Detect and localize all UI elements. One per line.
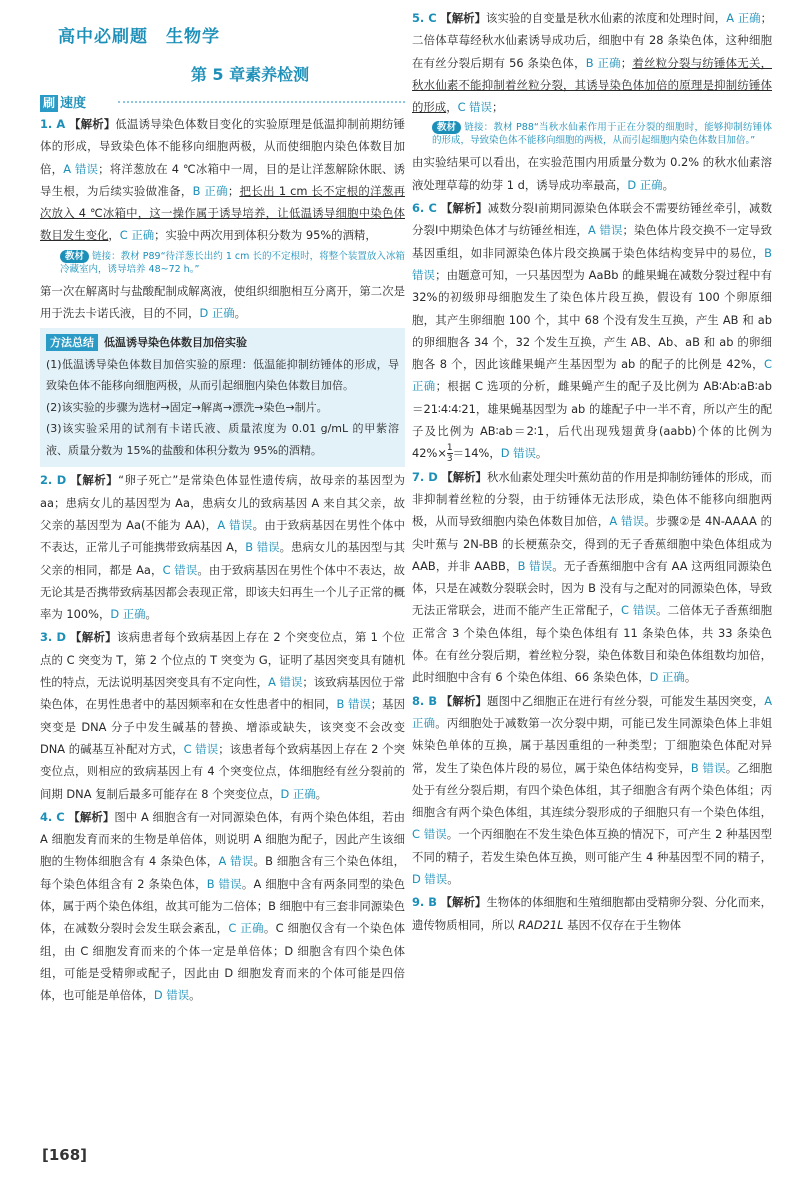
book-header: 高中必刷题 生物学	[58, 27, 220, 47]
method-point: (1)低温诱导染色体数目加倍实验的原理：低温能抑制纺锤体的形成，导致染色体不能移向细胞两极，从而引起细胞内染色体数目加倍。	[46, 357, 399, 393]
method-point: (2)该实验的步骤为选材→固定→解离→漂洗→染色→制片。	[46, 400, 328, 414]
page-number: [168]	[42, 1146, 88, 1164]
right-column	[412, 6, 772, 936]
answer-5: 5. C 【解析】该实验的自变量是秋水仙素的浓度和处理时间，A 正确；二倍体草莓经秋水仙素诱导成功后，细胞中有 28 条染色体，这种细胞在有丝分裂后期有 56 条染色体，B 正确；着丝粒分裂与纺锤体无关，秋水仙素不能抑制着丝粒分裂，其诱导染色体加倍的原理是抑制纺锤体的形成，C 错误；	[412, 11, 772, 115]
answer-2: 2. D 【解析】“卵子死亡”是常染色体显性遗传病，故母亲的基因型为 aa；患病女儿的基因型为 Aa，患病女儿的致病基因 A 来自其父亲，故父亲的基因型为 Aa(不能为 AA)，A 错误。由于致病基因在男性个体中不表达，正常儿子可能携带致病基因 A，B 错误。患病女儿的基因型与其父亲的相同，都是 Aa，C 错误。由于致病基因在男性个体中不表达，故无论其是否携带致病基因都会表现正常，即该夫妇再生一个儿子正常的概率为 100%，D 正确。	[40, 473, 405, 622]
answer-1: 1. A 【解析】低温诱导染色体数目变化的实验原理是低温抑制前期纺锤体的形成，导致染色体不能移向细胞两极，从而使细胞内染色体数目加倍，A 错误；将洋葱放在 4 ℃冰箱中一周，目的是让洋葱解除休眠、诱导生根，为后续实验做准备，B 正确；把长出 1 cm 长不定根的洋葱再次放入 4 ℃冰箱中，这一操作属于诱导培养，让低温诱导细胞中染色体数目发生变化，C 正确；实验中两次用到体积分数为 95%的酒精，	[40, 117, 406, 243]
section-speed-header	[40, 92, 405, 110]
answer-3: 3. D 【解析】该病患者每个致病基因上存在 2 个突变位点，第 1 个位点的 C 突变为 T，第 2 个位点的 T 突变为 G，证明了基因突变具有随机性的特点，无法说明基因突变具有不定向性，A 错误；该致病基因位于常染色体，在男性患者中的基因频率和在女性患者中的相同，B 错误；基因突变是 DNA 分子中发生碱基的替换、增添或缺失，该突变不会改变 DNA 的碱基互补配对方式，C 错误；该患者每个致病基因上存在 2 个突变位点，则相应的致病基因上有 4 个突变位点，体细胞经有丝分裂前的间期 DNA 复制后最多可能存在 8 个突变位点，D 正确。	[40, 630, 405, 801]
answer-5-cont: 由实验结果可以看出，在实验范围内用质量分数为 0.2% 的秋水仙素溶液处理草莓的幼芽 1 d，诱导成功率最高，D 正确。	[412, 155, 772, 192]
section-label: 速度	[60, 96, 87, 111]
answer-6: 6. C 【解析】减数分裂Ⅰ前期同源染色体联会不需要纺锤丝牵引，减数分裂Ⅰ中期染色体才与纺锤丝相连，A 错误；染色体片段交换不一定导致基因重组，如非同源染色体片段交换属于染色体结构变异中的易位，B 错误；由题意可知，一只基因型为 AaBb 的雌果蝇在减数分裂过程中有 32%的初级卵母细胞发生了染色体片段互换，假设有 100 个卵原细胞，其产生卵细胞 100 个，其中 68 个没有发生互换，产生 AB 和 ab 的卵细胞各 34 个，32 个发生互换，产生 AB、Ab、aB 和 ab 的卵细胞各 8 个，因此该雌果蝇产生基因型为 ab 的配子的比例是 42%，C 正确；根据 C 选项的分析，雌果蝇产生的配子及比例为 AB∶Ab∶aB∶ab＝21∶4∶4∶21，雄果蝇基因型为 ab 的雄配子中一半不育，所以产生的配子及比例为 AB∶ab＝2∶1，后代出现残翅黄身(aabb)个体的比例为 42%× $\frac{1}{3}$ ＝14%，D 错误。	[412, 201, 772, 465]
answer-4: 4. C 【解析】图中 A 细胞含有一对同源染色体，有两个染色体组，若由 A 细胞发育而来的生物是单倍体，则说明 A 细胞为配子，因此产生该细胞的生物体细胞含有 4 条染色体，A 错误。B 细胞含有三个染色体组，每个染色体组含有 2 条染色体，B 错误。A 细胞中含有两条同型的染色体，属于两个染色体组，故其可能为二倍体；B 细胞中有三套非同源染色体，在减数分裂时会发生联会紊乱，C 正确。C 细胞仅含有一个染色体组，由 C 细胞发育而来的个体一定是单倍体；D 细胞含有四个染色体组，可能是受精卵或配子，因此由 D 细胞发育而来的个体可能是四倍体，也可能是单倍体，D 错误。	[40, 809, 405, 1003]
method-title: 低温诱导染色体数目加倍实验	[104, 336, 247, 350]
method-tag: 方法总结	[46, 334, 98, 351]
textbook-link-note: 教材 链接：教材 P89“待洋葱长出约 1 cm 长的不定根时，将整个装置放入冰箱冷藏室内，诱导培养 48~72 h。”	[60, 250, 405, 275]
answer-7: 7. D 【解析】秋水仙素处理尖叶蕉幼苗的作用是抑制纺锤体的形成，而非抑制着丝粒的分裂，由于纺锤体无法形成，染色体不能移向细胞两极，从而导致细胞内染色体数目加倍，A 错误。步骤②是 4N-AAAA 的尖叶蕉与 2N-BB 的长梗蕉杂交，得到的无子香蕉细胞中染色体组成为 AAB，并非 AABB，B 错误。无子香蕉细胞中含有 AA 这两组同源染色体，只是在减数分裂联会时，因为 B 没有与之配对的同源染色体，导致无法正常联会，进而不能产生正常配子，C 错误。二倍体无子香蕉细胞正常含 3 个染色体组，每个染色体组有 11 条染色体，共 33 条染色体。在有丝分裂后期，着丝粒分裂，染色体数目和染色体组数均加倍，此时细胞中含有 6 个染色体组、66 条染色体，D 正确。	[412, 469, 773, 685]
left-column	[40, 112, 405, 1007]
answer-9: 9. B 【解析】生物体的体细胞和生殖细胞都由受精卵分裂、分化而来，遗传物质相同，所以 RAD21L 基因不仅存在于生物体	[412, 895, 772, 932]
chapter-title: 第 5 章素养检测	[190, 65, 310, 84]
section-badge: 刷	[40, 95, 58, 112]
dotted-divider	[118, 101, 405, 103]
method-summary-box	[40, 328, 405, 467]
answer-8: 8. B 【解析】题图中乙细胞正在进行有丝分裂，可能发生基因突变，A 正确。丙细胞处于减数第一次分裂中期，可能已发生同源染色体上非姐妹染色单体的互换，属于基因重组的一种类型；丁细胞染色体配对异常，发生了染色体片段的易位，属于染色体结构变异，B 错误。乙细胞处于有丝分裂后期，有四个染色体组，其子细胞含有两个染色体组；丙细胞含有两个染色体组，其连续分裂形成的子细胞只有一个染色体组，C 错误。一个丙细胞在不发生染色体互换的情况下，可产生 2 种基因型不同的精子，若发生染色体互换，则可能产生 4 种基因型不同的精子，D 错误。	[412, 693, 773, 886]
fraction: $\frac{1}{3}$	[446, 443, 453, 465]
answer-1-cont: 第一次在解离时与盐酸配制成解离液，使组织细胞相互分离开，第二次是用于洗去卡诺氏液，目的不同，D 正确。	[40, 283, 405, 321]
textbook-link-note: 教材 链接：教材 P88“当秋水仙素作用于正在分裂的细胞时，能够抑制纺锤体的形成，导致染色体不能移向细胞的两极，从而引起细胞内染色体数目加倍。”	[432, 122, 772, 147]
method-point: (3)该实验采用的试剂有卡诺氏液、质量浓度为 0.01 g/mL 的甲紫溶液、质量分数为 15%的盐酸和体积分数为 95%的酒精。	[46, 422, 399, 457]
